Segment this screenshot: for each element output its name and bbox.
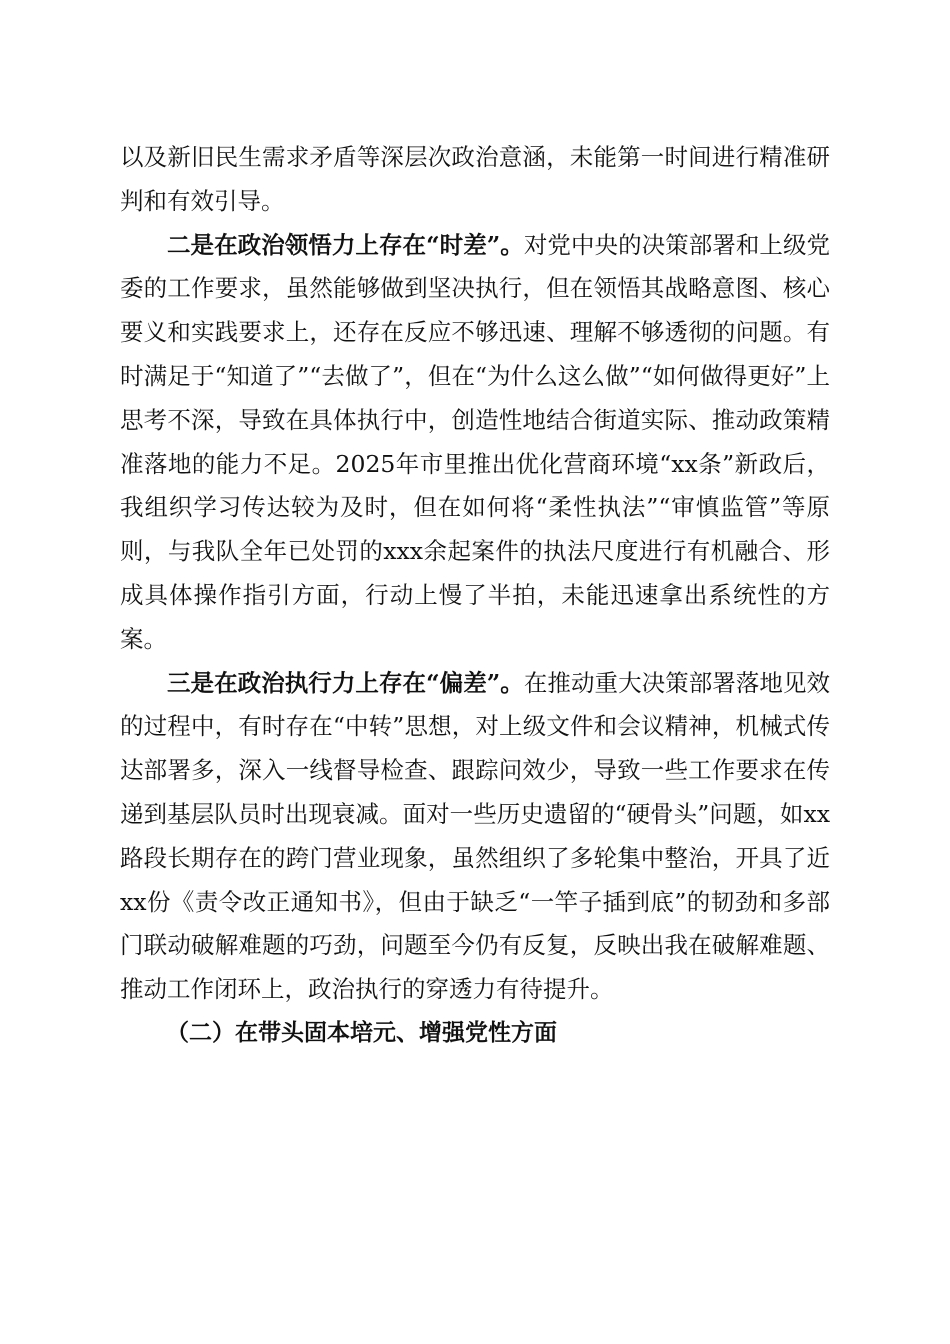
paragraph-text: 对党中央的决策部署和上级党委的工作要求，虽然能够做到坚决执行，但在领悟其战略意图、核心要义和实践要求上，还存在反应不够迅速、理解不够透彻的问题。有时满足于“知道了”“去做了”，但在“为什么这么做”“如何做得更好”上思考不深，导致在具体执行中，创造性地结合街道实际、推动政策精准落地的能力不足。2025年市里推出优化营商环境“xx条”新政后，我组织学习传达较为及时，但在如何将“柔性执法”“审慎监管”等原则，与我队全年已处罚的xxx余起案件的执法尺度进行有机融合、形成具体操作指引方面，行动上慢了半拍，未能迅速拿出系统性的方案。	[120, 230, 830, 653]
paragraph-lead: 三是在政治执行力上存在“偏差”。	[167, 668, 524, 697]
paragraph-text: 在推动重大决策部署落地见效的过程中，有时存在“中转”思想，对上级文件和会议精神，机械式传达部署多，深入一线督导检查、跟踪问效少，导致一些工作要求在传递到基层队员时出现衰减。面对一些历史遗留的“硬骨头”问题，如xx路段长期存在的跨门营业现象，虽然组织了多轮集中整治，开具了近xx份《责令改正通知书》，但由于缺乏“一竿子插到底”的韧劲和多部门联动破解难题的巧劲，问题至今仍有反复，反映出我在破解难题、推动工作闭环上，政治执行的穿透力有待提升。	[120, 668, 830, 1004]
document-page	[120, 136, 830, 1056]
paragraph-text: 以及新旧民生需求矛盾等深层次政治意涵，未能第一时间进行精准研判和有效引导。	[120, 143, 830, 215]
paragraph-lead: 二是在政治领悟力上存在“时差”。	[167, 230, 524, 259]
paragraph-continued	[120, 136, 830, 224]
section-heading: （二）在带头固本培元、增强党性方面	[166, 1019, 557, 1046]
paragraph-political-understanding	[120, 224, 830, 662]
paragraph-political-execution	[120, 662, 830, 1012]
